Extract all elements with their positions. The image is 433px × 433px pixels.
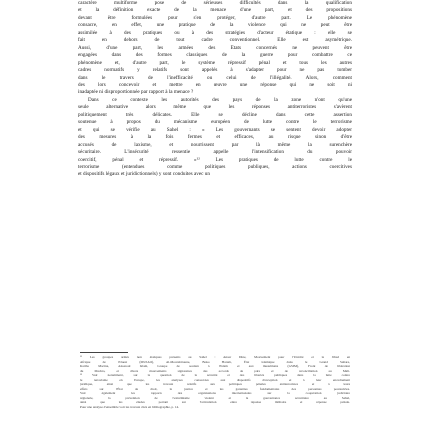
text-line: caractère multiforme pose de sérieuses difficultés dans la qualification — [78, 0, 352, 6]
footnote-line: Afrique de l'Ouest (MUJAO), Al-Mourabitoune, Boko Haram, État islamique dans le Grand Sahara, — [80, 359, 350, 364]
text-line: engagées dans des formes classiques de la guerre pour combattre ce — [78, 52, 352, 59]
text-line: inadaptée ni disproportionnée par rapport à la menace ? — [78, 89, 194, 96]
footnotes — [80, 355, 350, 410]
text-line: soutenue à propos du mécanisme européen de lutte contre le terrorisme — [78, 119, 352, 126]
text-line: coercitif, pénal et répressif. »¹² Les pratiques de lutte contre le — [78, 156, 352, 163]
footnote-line: ainsi que les études portant sur l'articulation entre réponse militaire et réponse pénale. — [80, 400, 350, 405]
footnote-line: du Macina, et divers mouvements signataires des accords de paix et de réconciliation au Mali. — [80, 368, 350, 373]
paragraph-2 — [78, 97, 352, 179]
text-line: et la définition exacte de la menace d'une part, et des propositions — [78, 7, 352, 14]
footnote-divider — [80, 352, 128, 353]
footnote-line: Pour une analyse d'ensemble voir les travaux cités en bibliographie, p. 14. — [80, 405, 180, 410]
footnote-line: ¹¹ Les groupes armés non étatiques présents au Sahel : Ansar Dine, Mouvement pour l'Unicité et le Jihad en — [80, 355, 350, 359]
body-text — [78, 0, 352, 179]
text-line: devant être formulées pour s'en protéger, d'autre part. Le phénomène — [78, 14, 352, 21]
text-line: dans le travers de l'inefficacité ou celui de l'illégalité. Alors, comment — [78, 74, 352, 81]
footnote-line: effets sur l'État de droit, la justice et les garanties fondamentales des personnes poursuivies. — [80, 386, 350, 391]
text-line: accusés de laxisme, et nourrissent par là même la surenchère — [78, 141, 352, 148]
paragraph-1 — [78, 0, 352, 97]
text-line: terrorisme (entendues comme politiques publiques, actions coercitives — [78, 163, 352, 170]
text-line: et dispositifs légaux et juridictionnels) y sont conduites avec un — [78, 171, 210, 178]
text-line: des mesures à la fois fermes et efficaces, au risque sinon d'être — [78, 134, 352, 141]
text-line: Dans ce contexte les autorités des pays de la zone n'ont qu'une — [88, 96, 352, 103]
text-line: sécuritaire. L'insécurité ressentie appelle l'intensification du pouvoir — [78, 149, 352, 156]
footnote-line: Voir également les rapports des organisations internationales sur la coopération judiciaire — [80, 391, 350, 396]
text-line: seule alternative alors même que les réponses antiterroristes s'avèrent — [78, 104, 352, 111]
text-line: fait en dehors de tout cadre conventionnel. Elle est asymétrique. — [78, 37, 352, 44]
text-line: cadres normatifs y relatifs sont appelés à s'adapter pour ne pas tomber — [78, 67, 352, 74]
footnote-line: juridique, ainsi que les travaux relatifs aux politiques pénales antiterroristes et à leurs — [80, 382, 350, 387]
text-line: des lors concevoir et mettre en œuvre une réponse qui ne soit ni — [78, 81, 352, 88]
text-line: et qui se vérifie au Sahel : « Les gouvernants se sentent devoir adopter — [78, 126, 352, 133]
text-line: assimilée à des pratiques ou à des stratégies d'acteur étatique : elle se — [78, 29, 352, 36]
footnote-line: Katiba Macina, Ansaroul Islam, Groupe de soutien à l'Islam et aux musulmans (GSIM), Front de libération — [80, 364, 350, 369]
footnote-line: le terrorisme en Europe, les analyses consacrées aux dispositifs d'exception et à leur encadrement — [80, 377, 350, 382]
footnote-line: ¹² Voir notamment, sur la question de la sécurité et des libertés publiques dans la lutte contre — [80, 373, 350, 378]
footnote-line: régionale, la prévention de l'extrémisme violent et la gouvernance sécuritaire au Sahel, — [80, 395, 350, 400]
text-line: politiquement très délicates. Elle se décline dans cette assertion — [78, 111, 352, 118]
text-line: phénomène et, d'autre part, le système répressif pénal et tous les autres — [78, 59, 352, 66]
text-line: Aussi, d'une part, les armées des États concernés ne peuvent être — [78, 44, 352, 51]
text-line: consacre, en effet, une pratique de la violence qui ne peut être — [78, 22, 352, 29]
